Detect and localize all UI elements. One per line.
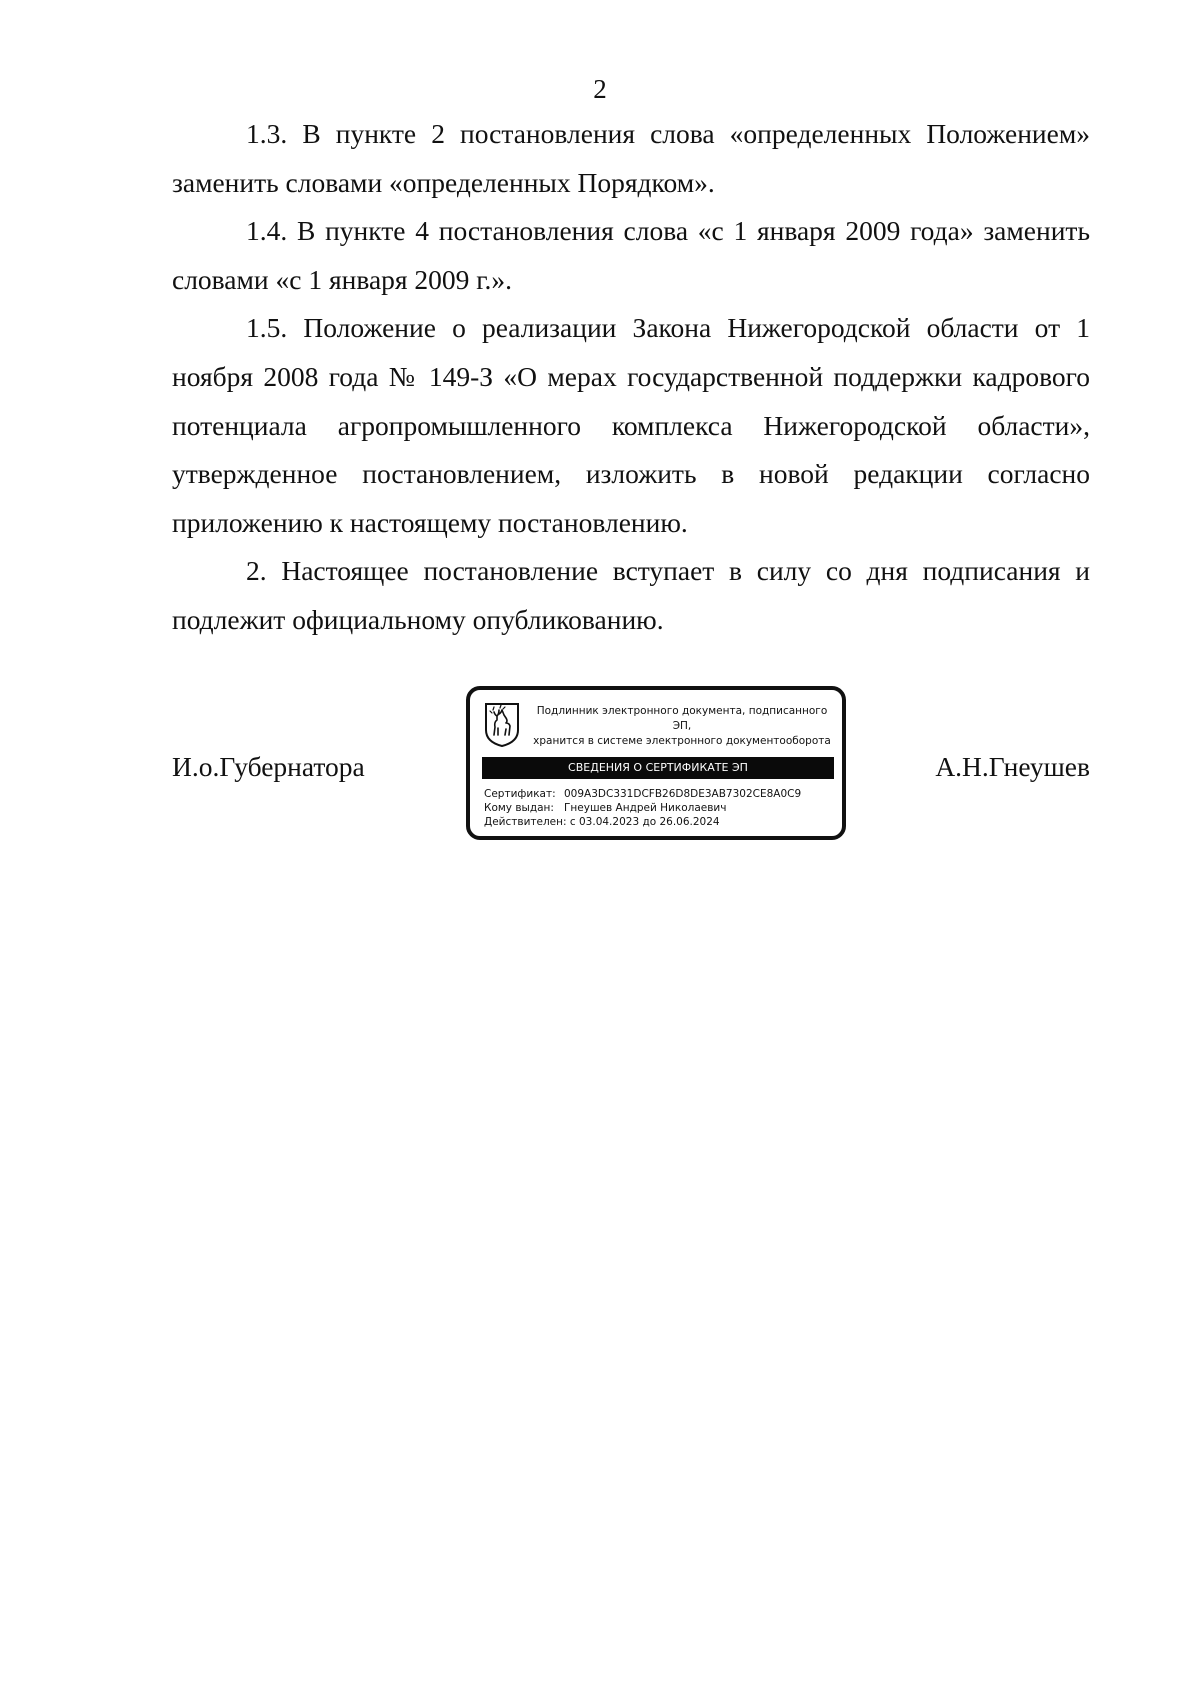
validity-row <box>484 815 801 829</box>
paragraph-1-4: 1.4. В пункте 4 постановления слова «с 1 января 2009 года» заменить словами «с 1 января 2009 г.». <box>172 215 1090 295</box>
paragraph-2: 2. Настоящее постановление вступает в силу со дня подписания и подлежит официальному опубликованию. <box>172 555 1090 635</box>
certificate-value: 009A3DC331DCFB26D8DE3AB7302CE8A0C9 <box>564 788 802 800</box>
stamp-header-line-1: Подлинник электронного документа, подписанного ЭП, <box>536 705 828 732</box>
deer-coat-of-arms-icon <box>484 702 520 748</box>
signatory-name: А.Н.Гнеушев <box>935 751 1090 782</box>
page-number: 2 <box>593 74 607 104</box>
issued-to-label: Кому выдан: <box>484 802 554 814</box>
issued-to-row <box>484 801 801 815</box>
certificate-label: Сертификат: <box>484 788 556 800</box>
electronic-signature-stamp <box>466 686 846 840</box>
validity-value: с 03.04.2023 до 26.06.2024 <box>569 816 720 828</box>
issued-to-value: Гнеушев Андрей Николаевич <box>564 802 727 814</box>
validity-label: Действителен: <box>484 816 567 828</box>
paragraph-1-3: 1.3. В пункте 2 постановления слова «определенных Положением» заменить словами «определенных Порядком». <box>172 118 1090 198</box>
stamp-header <box>526 704 838 749</box>
certificate-details <box>484 787 801 829</box>
signature-block <box>172 686 1090 846</box>
certificate-row <box>484 787 801 801</box>
certificate-info-bar: СВЕДЕНИЯ О СЕРТИФИКАТЕ ЭП <box>482 757 834 779</box>
paragraph-1-5: 1.5. Положение о реализации Закона Нижегородской области от 1 ноября 2008 года № 149-З «О мерах государственной поддержки кадрового потенциала агропромышленного комплекса Нижегородской области», утвержденное постановлением, изложить в новой редакции согласно приложению к настоящему постановлению. <box>172 312 1090 538</box>
stamp-header-line-2: хранится в системе электронного документооборота <box>533 735 831 747</box>
document-body <box>172 110 1090 645</box>
signatory-position: И.о.Губернатора <box>172 751 365 782</box>
